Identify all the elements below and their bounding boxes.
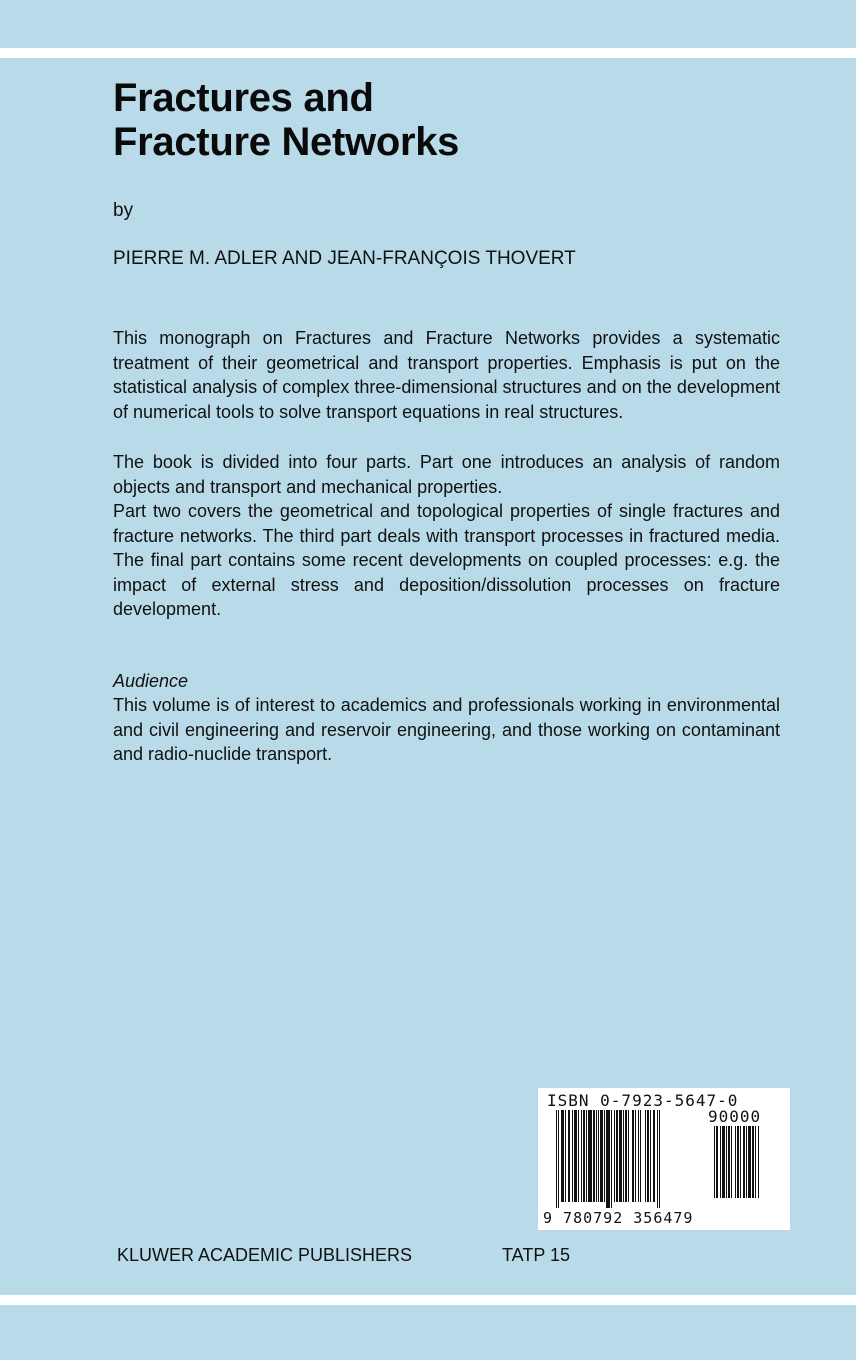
- barcode-bar: [752, 1126, 754, 1198]
- description-paragraph-2: The book is divided into four parts. Part one introduces an analysis of random objects and transport and mechanical properties.: [113, 452, 780, 497]
- barcode-bar: [558, 1110, 559, 1208]
- description-paragraph-1: This monograph on Fractures and Fracture Networks provides a systematic treatment of their geometrical and transport properties. Emphasis is put on the statistical analysis of complex three-dimensional structures and on the development of numerical tools to solve transport equations in real structures.: [113, 328, 780, 422]
- barcode-bar: [596, 1110, 597, 1202]
- top-white-stripe: [0, 48, 856, 58]
- barcode-bar: [614, 1110, 615, 1202]
- barcode-bar: [556, 1110, 557, 1208]
- barcode-bar: [572, 1110, 573, 1202]
- barcode-bar: [623, 1110, 624, 1202]
- ean-barcode-bars: [556, 1110, 696, 1210]
- barcode-bar: [606, 1110, 610, 1208]
- barcode-bar: [726, 1126, 727, 1198]
- isbn-barcode: [538, 1088, 790, 1230]
- title-line-1: Fractures and: [113, 76, 374, 120]
- description-paragraph-3: Part two covers the geometrical and topological properties of single fractures and fracture networks. The third part deals with transport processes in fractured media. The final part contains some recent developments on coupled processes: e.g. the impact of external stress and deposition/dissolution processes on fracture development.: [113, 501, 780, 619]
- barcode-bar: [625, 1110, 627, 1202]
- barcode-bar: [659, 1110, 660, 1208]
- publisher-name: KLUWER ACADEMIC PUBLISHERS: [117, 1245, 413, 1265]
- title-line-2: Fracture Networks: [113, 120, 460, 164]
- barcode-bar: [598, 1110, 599, 1202]
- barcode-bar: [731, 1126, 732, 1198]
- barcode-bar: [604, 1110, 605, 1202]
- barcode-bar: [581, 1110, 582, 1202]
- barcode-bar: [568, 1110, 570, 1202]
- barcode-bar: [632, 1110, 634, 1202]
- barcode-bar: [600, 1110, 603, 1202]
- barcode-bar: [583, 1110, 585, 1202]
- barcode-bar: [565, 1110, 566, 1202]
- barcode-bar: [714, 1126, 715, 1198]
- book-title: [113, 76, 459, 164]
- isbn-number: ISBN 0-7923-5647-0: [547, 1091, 739, 1110]
- barcode-bar: [743, 1126, 745, 1198]
- by-label: by: [113, 200, 134, 221]
- barcode-bar: [755, 1126, 756, 1198]
- barcode-bar: [657, 1110, 658, 1208]
- barcode-bar: [628, 1110, 629, 1202]
- audience-text: This volume is of interest to academics and professionals working in environmental and civil engineering and reservoir engineering, and those working on contaminant and radio-nuclide transport.: [113, 695, 780, 764]
- barcode-bar: [748, 1126, 751, 1198]
- barcode-bar: [635, 1110, 636, 1202]
- price-code: 90000: [708, 1107, 762, 1126]
- barcode-bar: [578, 1110, 579, 1202]
- barcode-bar: [737, 1126, 739, 1198]
- barcode-bar: [593, 1110, 595, 1202]
- series-code: TATP 15: [502, 1245, 571, 1265]
- barcode-bar: [647, 1110, 649, 1202]
- barcode-bar: [561, 1110, 564, 1202]
- barcode-bar: [653, 1110, 655, 1202]
- audience-heading: Audience: [113, 671, 189, 691]
- barcode-bar: [616, 1110, 618, 1202]
- addon-barcode-bars: [714, 1126, 786, 1198]
- ean-number: 9 780792 356479: [543, 1209, 694, 1227]
- barcode-bar: [746, 1126, 747, 1198]
- barcode-bar: [720, 1126, 721, 1198]
- authors: PIERRE M. ADLER AND JEAN-FRANÇOIS THOVERT: [113, 248, 576, 269]
- barcode-bar: [588, 1110, 592, 1202]
- barcode-bar: [619, 1110, 622, 1202]
- barcode-bar: [728, 1126, 730, 1198]
- barcode-bar: [574, 1110, 577, 1202]
- barcode-bar: [638, 1110, 639, 1202]
- barcode-bar: [645, 1110, 646, 1202]
- barcode-bar: [716, 1126, 718, 1198]
- barcode-bar: [611, 1110, 612, 1208]
- barcode-bar: [722, 1126, 725, 1198]
- barcode-bar: [650, 1110, 651, 1202]
- barcode-bar: [740, 1126, 741, 1198]
- barcode-bar: [640, 1110, 641, 1202]
- barcode-bar: [758, 1126, 759, 1198]
- barcode-bar: [586, 1110, 587, 1202]
- bottom-white-stripe: [0, 1295, 856, 1305]
- barcode-bar: [735, 1126, 736, 1198]
